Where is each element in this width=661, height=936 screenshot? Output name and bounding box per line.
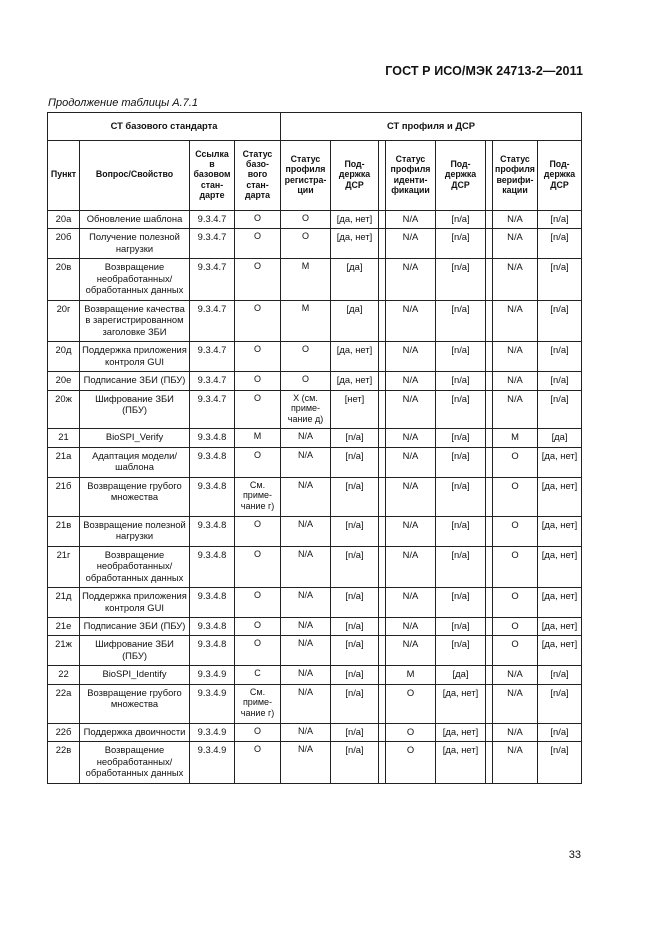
identification-status-cell: N/A: [386, 617, 436, 635]
spacer-cell: [379, 546, 386, 587]
spacer-cell: [379, 229, 386, 259]
identification-status-cell: N/A: [386, 429, 436, 447]
table-row: [48, 300, 582, 341]
column-header: Пункт: [48, 141, 80, 211]
verification-status-cell: N/A: [493, 229, 538, 259]
registration-dsr-cell: [да]: [331, 300, 379, 341]
verification-status-cell: N/A: [493, 390, 538, 429]
base-status-cell: M: [235, 429, 281, 447]
verification-dsr-cell: [да, нет]: [538, 477, 582, 516]
registration-status-cell: O: [281, 211, 331, 229]
verification-status-cell: N/A: [493, 372, 538, 390]
spacer-cell: [486, 742, 493, 783]
verification-status-cell: N/A: [493, 211, 538, 229]
registration-dsr-cell: [n/a]: [331, 723, 379, 741]
verification-dsr-cell: [n/a]: [538, 211, 582, 229]
item-cell: 21ж: [48, 636, 80, 666]
base-status-cell: См. приме-чание г): [235, 477, 281, 516]
item-cell: 20г: [48, 300, 80, 341]
spacer-cell: [379, 516, 386, 546]
table-row: [48, 588, 582, 618]
column-header: Статус профиля иденти-фикации: [386, 141, 436, 211]
spacer-cell: [379, 259, 386, 300]
identification-dsr-cell: [да, нет]: [436, 723, 486, 741]
item-cell: 21г: [48, 546, 80, 587]
spacer-cell: [486, 666, 493, 684]
reference-cell: 9.3.4.7: [190, 259, 235, 300]
group-header-row: [48, 113, 582, 141]
base-status-cell: O: [235, 390, 281, 429]
registration-dsr-cell: [да]: [331, 259, 379, 300]
identification-status-cell: N/A: [386, 447, 436, 477]
item-cell: 22б: [48, 723, 80, 741]
reference-cell: 9.3.4.9: [190, 684, 235, 723]
reference-cell: 9.3.4.9: [190, 742, 235, 783]
spacer-cell: [379, 447, 386, 477]
registration-dsr-cell: [n/a]: [331, 617, 379, 635]
verification-dsr-cell: [да, нет]: [538, 546, 582, 587]
identification-dsr-cell: [да]: [436, 666, 486, 684]
reference-cell: 9.3.4.7: [190, 390, 235, 429]
identification-dsr-cell: [n/a]: [436, 447, 486, 477]
reference-cell: 9.3.4.7: [190, 211, 235, 229]
base-status-cell: O: [235, 372, 281, 390]
spacer-cell: [486, 684, 493, 723]
identification-dsr-cell: [n/a]: [436, 588, 486, 618]
spacer-cell: [379, 617, 386, 635]
column-header: Под-держка ДСР: [538, 141, 582, 211]
spacer-cell: [486, 723, 493, 741]
item-cell: 21: [48, 429, 80, 447]
verification-status-cell: O: [493, 477, 538, 516]
base-status-cell: C: [235, 666, 281, 684]
table-row: [48, 684, 582, 723]
spacer-cell: [379, 636, 386, 666]
spacer-cell: [486, 429, 493, 447]
page-number: 33: [568, 849, 581, 861]
registration-status-cell: N/A: [281, 742, 331, 783]
identification-dsr-cell: [n/a]: [436, 372, 486, 390]
spacer-cell: [379, 723, 386, 741]
verification-dsr-cell: [да]: [538, 429, 582, 447]
verification-status-cell: N/A: [493, 342, 538, 372]
reference-cell: 9.3.4.7: [190, 342, 235, 372]
identification-status-cell: O: [386, 742, 436, 783]
verification-dsr-cell: [да, нет]: [538, 447, 582, 477]
item-cell: 22: [48, 666, 80, 684]
reference-cell: 9.3.4.8: [190, 636, 235, 666]
question-cell: Поддержка приложения контроля GUI: [80, 588, 190, 618]
table-row: [48, 477, 582, 516]
identification-status-cell: N/A: [386, 516, 436, 546]
verification-status-cell: O: [493, 447, 538, 477]
spacer-cell: [486, 516, 493, 546]
question-cell: Возвращение качества в зарегистрированном заголовке ЗБИ: [80, 300, 190, 341]
spacer-column: [486, 141, 493, 211]
base-status-cell: O: [235, 229, 281, 259]
verification-status-cell: N/A: [493, 259, 538, 300]
verification-dsr-cell: [да, нет]: [538, 617, 582, 635]
base-status-cell: O: [235, 588, 281, 618]
verification-dsr-cell: [n/a]: [538, 342, 582, 372]
spacer-cell: [486, 300, 493, 341]
column-header: Статус базо-вого стан-дарта: [235, 141, 281, 211]
registration-dsr-cell: [n/a]: [331, 516, 379, 546]
registration-dsr-cell: [n/a]: [331, 636, 379, 666]
identification-status-cell: N/A: [386, 300, 436, 341]
registration-dsr-cell: [нет]: [331, 390, 379, 429]
table-row: [48, 742, 582, 783]
registration-dsr-cell: [да, нет]: [331, 211, 379, 229]
verification-status-cell: O: [493, 636, 538, 666]
table-row: [48, 516, 582, 546]
reference-cell: 9.3.4.8: [190, 477, 235, 516]
column-header: Статус профиля регистра-ции: [281, 141, 331, 211]
item-cell: 21а: [48, 447, 80, 477]
spacer-cell: [486, 342, 493, 372]
question-cell: Шифрование ЗБИ (ПБУ): [80, 390, 190, 429]
table-row: [48, 617, 582, 635]
base-status-cell: O: [235, 342, 281, 372]
spacer-cell: [379, 342, 386, 372]
spacer-cell: [379, 429, 386, 447]
column-header: Статус профиля верифи-кации: [493, 141, 538, 211]
question-cell: Подписание ЗБИ (ПБУ): [80, 617, 190, 635]
item-cell: 20ж: [48, 390, 80, 429]
question-cell: BioSPI_Identify: [80, 666, 190, 684]
identification-status-cell: N/A: [386, 588, 436, 618]
spacer-cell: [379, 390, 386, 429]
spacer-cell: [486, 617, 493, 635]
spacer-cell: [379, 742, 386, 783]
spacer-cell: [486, 447, 493, 477]
identification-status-cell: N/A: [386, 342, 436, 372]
spacer-column: [379, 141, 386, 211]
base-status-cell: O: [235, 723, 281, 741]
table-row: [48, 636, 582, 666]
table-row: [48, 211, 582, 229]
column-header: Вопрос/Свойство: [80, 141, 190, 211]
table-row: [48, 447, 582, 477]
spacer-cell: [486, 259, 493, 300]
spacer-cell: [379, 666, 386, 684]
identification-dsr-cell: [n/a]: [436, 516, 486, 546]
table-row: [48, 342, 582, 372]
column-header: Под-держка ДСР: [331, 141, 379, 211]
item-cell: 21в: [48, 516, 80, 546]
question-cell: Адаптация модели/шаблона: [80, 447, 190, 477]
table-row: [48, 229, 582, 259]
base-status-cell: O: [235, 516, 281, 546]
identification-status-cell: N/A: [386, 546, 436, 587]
question-cell: Возвращение грубого множества: [80, 684, 190, 723]
registration-status-cell: N/A: [281, 636, 331, 666]
identification-status-cell: N/A: [386, 390, 436, 429]
spacer-cell: [486, 477, 493, 516]
spacer-cell: [486, 229, 493, 259]
verification-dsr-cell: [да, нет]: [538, 588, 582, 618]
base-status-cell: O: [235, 211, 281, 229]
verification-status-cell: N/A: [493, 666, 538, 684]
reference-cell: 9.3.4.9: [190, 666, 235, 684]
verification-status-cell: O: [493, 617, 538, 635]
spacer-cell: [486, 546, 493, 587]
base-status-cell: O: [235, 300, 281, 341]
registration-status-cell: N/A: [281, 684, 331, 723]
group-header-profile: СТ профиля и ДСР: [281, 113, 582, 141]
table-row: [48, 259, 582, 300]
item-cell: 21д: [48, 588, 80, 618]
verification-status-cell: N/A: [493, 300, 538, 341]
verification-dsr-cell: [n/a]: [538, 259, 582, 300]
identification-status-cell: N/A: [386, 259, 436, 300]
registration-dsr-cell: [n/a]: [331, 588, 379, 618]
reference-cell: 9.3.4.8: [190, 588, 235, 618]
verification-status-cell: N/A: [493, 723, 538, 741]
verification-dsr-cell: [n/a]: [538, 684, 582, 723]
identification-status-cell: M: [386, 666, 436, 684]
identification-status-cell: N/A: [386, 211, 436, 229]
table-row: [48, 390, 582, 429]
registration-status-cell: O: [281, 372, 331, 390]
registration-status-cell: M: [281, 300, 331, 341]
registration-status-cell: M: [281, 259, 331, 300]
base-status-cell: O: [235, 617, 281, 635]
registration-dsr-cell: [да, нет]: [331, 229, 379, 259]
identification-dsr-cell: [n/a]: [436, 259, 486, 300]
question-cell: Возвращение полезной нагрузки: [80, 516, 190, 546]
reference-cell: 9.3.4.7: [190, 300, 235, 341]
base-status-cell: O: [235, 636, 281, 666]
registration-status-cell: N/A: [281, 617, 331, 635]
registration-status-cell: N/A: [281, 666, 331, 684]
verification-status-cell: M: [493, 429, 538, 447]
table-container: [47, 112, 581, 784]
reference-cell: 9.3.4.8: [190, 429, 235, 447]
identification-dsr-cell: [n/a]: [436, 211, 486, 229]
identification-dsr-cell: [да, нет]: [436, 742, 486, 783]
identification-dsr-cell: [n/a]: [436, 477, 486, 516]
table-row: [48, 372, 582, 390]
item-cell: 21б: [48, 477, 80, 516]
spacer-cell: [486, 211, 493, 229]
question-cell: Поддержка приложения контроля GUI: [80, 342, 190, 372]
spacer-cell: [379, 588, 386, 618]
verification-status-cell: O: [493, 546, 538, 587]
verification-dsr-cell: [n/a]: [538, 372, 582, 390]
identification-status-cell: O: [386, 684, 436, 723]
base-status-cell: O: [235, 546, 281, 587]
reference-cell: 9.3.4.9: [190, 723, 235, 741]
table-row: [48, 429, 582, 447]
spacer-cell: [379, 684, 386, 723]
item-cell: 20б: [48, 229, 80, 259]
table-row: [48, 546, 582, 587]
question-cell: BioSPI_Verify: [80, 429, 190, 447]
question-cell: Возвращение необработанных/ обработанных данных: [80, 742, 190, 783]
registration-dsr-cell: [n/a]: [331, 666, 379, 684]
question-cell: Получение полезной нагрузки: [80, 229, 190, 259]
registration-status-cell: N/A: [281, 429, 331, 447]
verification-status-cell: O: [493, 588, 538, 618]
verification-status-cell: N/A: [493, 742, 538, 783]
spacer-cell: [486, 372, 493, 390]
identification-dsr-cell: [n/a]: [436, 546, 486, 587]
reference-cell: 9.3.4.8: [190, 516, 235, 546]
base-status-cell: См. приме-чание г): [235, 684, 281, 723]
registration-status-cell: X (см. приме-чание д): [281, 390, 331, 429]
identification-dsr-cell: [n/a]: [436, 617, 486, 635]
table-body: [48, 211, 582, 784]
verification-dsr-cell: [n/a]: [538, 300, 582, 341]
base-status-cell: O: [235, 742, 281, 783]
item-cell: 20а: [48, 211, 80, 229]
registration-status-cell: N/A: [281, 447, 331, 477]
verification-dsr-cell: [n/a]: [538, 666, 582, 684]
verification-status-cell: O: [493, 516, 538, 546]
registration-status-cell: N/A: [281, 588, 331, 618]
verification-dsr-cell: [n/a]: [538, 390, 582, 429]
registration-dsr-cell: [да, нет]: [331, 372, 379, 390]
registration-status-cell: N/A: [281, 516, 331, 546]
registration-dsr-cell: [n/a]: [331, 477, 379, 516]
spacer-cell: [486, 636, 493, 666]
column-header: Под-держка ДСР: [436, 141, 486, 211]
identification-status-cell: O: [386, 723, 436, 741]
registration-dsr-cell: [n/a]: [331, 447, 379, 477]
verification-dsr-cell: [да, нет]: [538, 516, 582, 546]
reference-cell: 9.3.4.8: [190, 447, 235, 477]
reference-cell: 9.3.4.8: [190, 617, 235, 635]
identification-status-cell: N/A: [386, 636, 436, 666]
spacer-cell: [379, 477, 386, 516]
reference-cell: 9.3.4.7: [190, 372, 235, 390]
table-row: [48, 723, 582, 741]
registration-status-cell: O: [281, 229, 331, 259]
question-cell: Подписание ЗБИ (ПБУ): [80, 372, 190, 390]
item-cell: 20д: [48, 342, 80, 372]
question-cell: Обновление шаблона: [80, 211, 190, 229]
item-cell: 20в: [48, 259, 80, 300]
identification-status-cell: N/A: [386, 477, 436, 516]
identification-dsr-cell: [n/a]: [436, 300, 486, 341]
registration-status-cell: N/A: [281, 546, 331, 587]
registration-dsr-cell: [n/a]: [331, 684, 379, 723]
verification-dsr-cell: [да, нет]: [538, 636, 582, 666]
identification-dsr-cell: [n/a]: [436, 229, 486, 259]
identification-dsr-cell: [n/a]: [436, 636, 486, 666]
identification-dsr-cell: [n/a]: [436, 429, 486, 447]
question-cell: Возвращение необработанных/ обработанных данных: [80, 546, 190, 587]
identification-status-cell: N/A: [386, 372, 436, 390]
registration-dsr-cell: [n/a]: [331, 742, 379, 783]
question-cell: Возвращение грубого множества: [80, 477, 190, 516]
table-caption: Продолжение таблицы А.7.1: [48, 97, 198, 109]
base-status-cell: O: [235, 447, 281, 477]
identification-dsr-cell: [да, нет]: [436, 684, 486, 723]
registration-dsr-cell: [да, нет]: [331, 342, 379, 372]
verification-status-cell: N/A: [493, 684, 538, 723]
verification-dsr-cell: [n/a]: [538, 229, 582, 259]
item-cell: 22а: [48, 684, 80, 723]
table-row: [48, 666, 582, 684]
registration-status-cell: N/A: [281, 723, 331, 741]
verification-dsr-cell: [n/a]: [538, 723, 582, 741]
question-cell: Поддержка двоичности: [80, 723, 190, 741]
registration-status-cell: O: [281, 342, 331, 372]
verification-dsr-cell: [n/a]: [538, 742, 582, 783]
reference-cell: 9.3.4.8: [190, 546, 235, 587]
question-cell: Шифрование ЗБИ (ПБУ): [80, 636, 190, 666]
registration-dsr-cell: [n/a]: [331, 429, 379, 447]
column-header: Ссылка в базовом стан-дарте: [190, 141, 235, 211]
item-cell: 22в: [48, 742, 80, 783]
registration-dsr-cell: [n/a]: [331, 546, 379, 587]
question-cell: Возвращение необработанных/обработанных данных: [80, 259, 190, 300]
registration-status-cell: N/A: [281, 477, 331, 516]
identification-dsr-cell: [n/a]: [436, 342, 486, 372]
spacer-cell: [379, 372, 386, 390]
spacer-cell: [486, 588, 493, 618]
identification-status-cell: N/A: [386, 229, 436, 259]
document-header: ГОСТ Р ИСО/МЭК 24713-2—2011: [385, 64, 583, 78]
item-cell: 20е: [48, 372, 80, 390]
identification-dsr-cell: [n/a]: [436, 390, 486, 429]
spacer-cell: [486, 390, 493, 429]
item-cell: 21е: [48, 617, 80, 635]
base-status-cell: O: [235, 259, 281, 300]
spacer-cell: [379, 211, 386, 229]
reference-cell: 9.3.4.7: [190, 229, 235, 259]
data-table: [47, 112, 582, 784]
spacer-cell: [379, 300, 386, 341]
column-header-row: [48, 141, 582, 211]
group-header-base: СТ базового стандарта: [48, 113, 281, 141]
